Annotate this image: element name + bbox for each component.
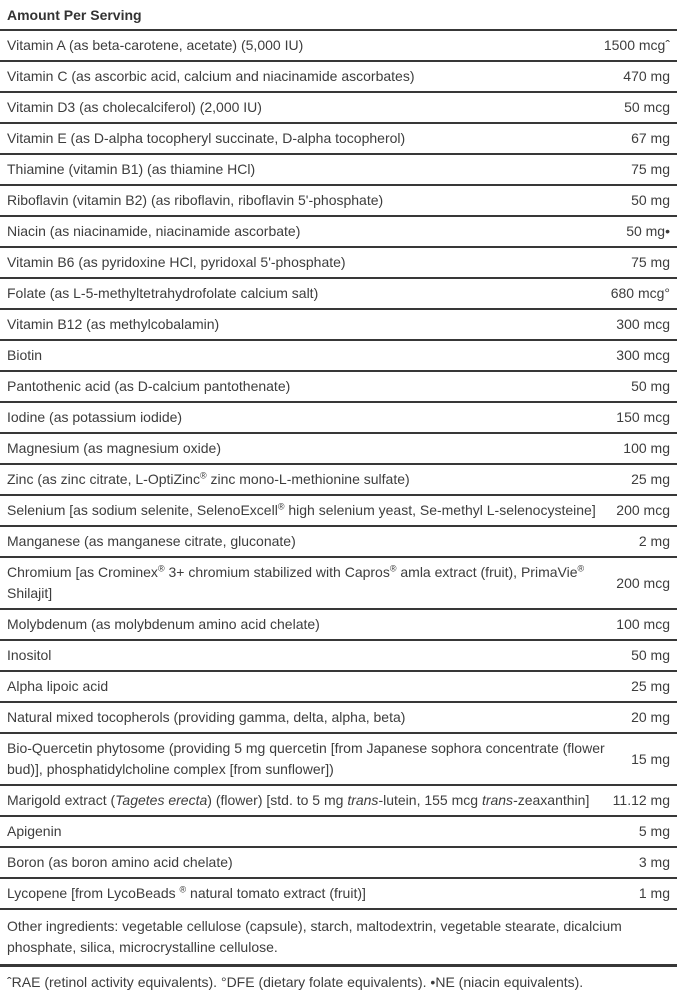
ingredient-amount: 200 mcg [616, 502, 670, 518]
ingredient-name: Vitamin A (as beta-carotene, acetate) (5,000 IU) [7, 37, 304, 53]
ingredient-name: Selenium [as sodium selenite, SelenoExcell® high selenium yeast, Se-methyl L-selenocysteine] [7, 501, 596, 518]
ingredient-name: Inositol [7, 647, 52, 663]
table-row [0, 310, 677, 341]
ingredient-name: Vitamin B6 (as pyridoxine HCl, pyridoxal 5'-phosphate) [7, 254, 346, 270]
ingredient-amount: 75 mg [631, 161, 670, 177]
table-row [0, 62, 677, 93]
ingredient-amount: 25 mg [631, 678, 670, 694]
table-row [0, 817, 677, 848]
ingredient-amount: 100 mcg [616, 616, 670, 632]
ingredient-amount: 100 mg [623, 440, 670, 456]
table-row [0, 217, 677, 248]
footnote-text: ˆRAE (retinol activity equivalents). °DFE (dietary folate equivalents). •NE (niacin equivalents). [7, 974, 584, 990]
table-row [0, 434, 677, 465]
ingredient-name: Thiamine (vitamin B1) (as thiamine HCl) [7, 161, 256, 177]
table-row [0, 641, 677, 672]
ingredient-name: Bio-Quercetin phytosome (providing 5 mg quercetin [from Japanese sophora concentrate (flower bud)], phosphatidylcholine complex [from sunflower]) [7, 740, 605, 777]
table-row [0, 558, 677, 610]
ingredient-name: Vitamin B12 (as methylcobalamin) [7, 316, 220, 332]
table-row [0, 372, 677, 403]
table-row [0, 703, 677, 734]
ingredient-name: Vitamin E (as D-alpha tocopheryl succinate, D-alpha tocopherol) [7, 130, 406, 146]
table-row [0, 279, 677, 310]
amount-per-serving-header: Amount Per Serving [0, 0, 677, 31]
other-ingredients-text: Other ingredients: vegetable cellulose (capsule), starch, maltodextrin, vegetable stearate, dicalcium phosphate, silica, microcrystalline cellulose. [0, 910, 677, 967]
table-row [0, 465, 677, 496]
ingredient-amount: 300 mcg [616, 316, 670, 332]
ingredient-amount: 15 mg [631, 750, 670, 767]
table-row [0, 155, 677, 186]
table-row [0, 672, 677, 703]
ingredient-amount: 50 mg [631, 192, 670, 208]
ingredient-amount: 20 mg [631, 709, 670, 725]
ingredient-amount: 300 mcg [616, 347, 670, 363]
table-row [0, 879, 677, 910]
ingredient-amount: 3 mg [638, 854, 670, 870]
ingredient-name: Boron (as boron amino acid chelate) [7, 854, 233, 870]
table-row [0, 341, 677, 372]
table-row [0, 496, 677, 527]
ingredient-name: Lycopene [from LycoBeads ® natural tomato extract (fruit)] [7, 884, 366, 901]
ingredient-name: Marigold extract (Tagetes erecta) (flower) [std. to 5 mg trans-lutein, 155 mcg trans-zeaxanthin] [7, 792, 590, 808]
ingredient-amount: 50 mg [631, 378, 670, 394]
table-row [0, 527, 677, 558]
table-row [0, 610, 677, 641]
table-row [0, 403, 677, 434]
ingredient-name: Alpha lipoic acid [7, 678, 109, 694]
ingredient-name: Pantothenic acid (as D-calcium pantothenate) [7, 378, 291, 394]
ingredient-name: Manganese (as manganese citrate, gluconate) [7, 533, 296, 549]
ingredient-amount: 1 mg [638, 885, 670, 901]
ingredient-amount: 67 mg [631, 130, 670, 146]
ingredient-name: Natural mixed tocopherols (providing gamma, delta, alpha, beta) [7, 709, 406, 725]
table-row [0, 248, 677, 279]
ingredient-name: Vitamin C (as ascorbic acid, calcium and niacinamide ascorbates) [7, 68, 415, 84]
ingredient-name: Riboflavin (vitamin B2) (as riboflavin, riboflavin 5'-phosphate) [7, 192, 384, 208]
ingredient-name: Chromium [as Crominex® 3+ chromium stabilized with Capros® amla extract (fruit), PrimaVie® Shilajit] [7, 563, 585, 601]
ingredient-amount: 150 mcg [616, 409, 670, 425]
ingredient-name: Niacin (as niacinamide, niacinamide ascorbate) [7, 223, 301, 239]
ingredient-amount: 1500 mcgˆ [603, 37, 670, 53]
table-row [0, 734, 677, 786]
ingredient-amount: 2 mg [638, 533, 670, 549]
table-row [0, 31, 677, 62]
ingredient-name: Zinc (as zinc citrate, L-OptiZinc® zinc mono-L-methionine sulfate) [7, 470, 410, 487]
ingredient-amount: 470 mg [623, 68, 670, 84]
ingredient-name: Vitamin D3 (as cholecalciferol) (2,000 IU) [7, 99, 262, 115]
ingredient-amount: 25 mg [631, 471, 670, 487]
ingredient-name: Biotin [7, 347, 43, 363]
table-row [0, 186, 677, 217]
ingredient-amount: 680 mcg° [610, 285, 670, 301]
ingredient-amount: 50 mg• [626, 223, 670, 239]
ingredient-name: Magnesium (as magnesium oxide) [7, 440, 221, 456]
ingredient-amount: 50 mcg [624, 99, 670, 115]
table-row [0, 93, 677, 124]
table-row [0, 848, 677, 879]
table-row [0, 786, 677, 817]
table-row [0, 124, 677, 155]
ingredient-amount: 50 mg [631, 647, 670, 663]
ingredient-name: Folate (as L-5-methyltetrahydrofolate calcium salt) [7, 285, 319, 301]
ingredient-name: Molybdenum (as molybdenum amino acid chelate) [7, 616, 320, 632]
ingredient-amount: 200 mcg [616, 574, 670, 591]
ingredient-amount: 75 mg [631, 254, 670, 270]
ingredient-name: Apigenin [7, 823, 62, 839]
ingredient-name: Iodine (as potassium iodide) [7, 409, 183, 425]
ingredient-amount: 5 mg [638, 823, 670, 839]
ingredient-amount: 11.12 mg [612, 792, 670, 808]
ingredients-table [0, 31, 677, 910]
